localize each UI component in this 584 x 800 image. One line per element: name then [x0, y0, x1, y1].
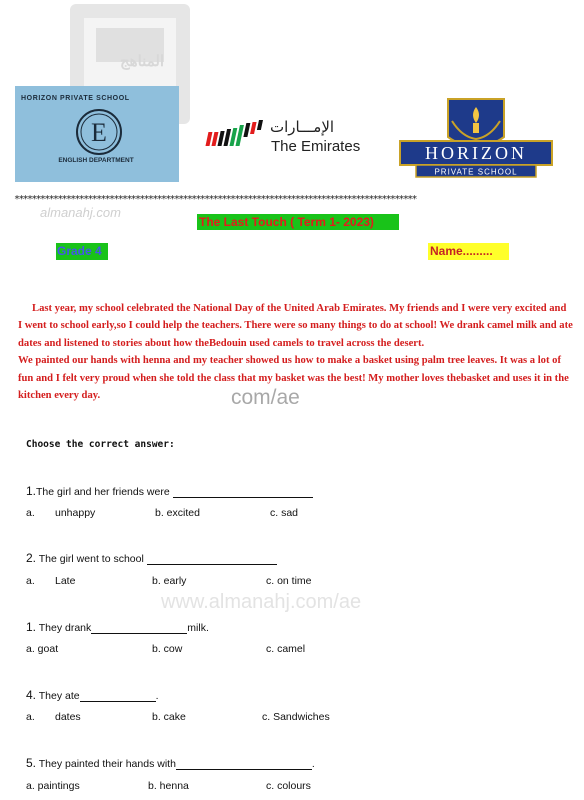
- title-term: ( Term 1- 2023): [286, 215, 374, 229]
- passage-paragraph-2: We painted our hands with henna and my teacher showed us how to make a basket using palm tree leaves. It was a lot of fun and I felt very proud when she told the class that my basket was the best! My mother loves thebasket and uses it in the kitchen every day.: [18, 355, 569, 402]
- answer-blank[interactable]: [91, 633, 187, 634]
- option-c[interactable]: c. on time: [266, 575, 312, 587]
- question-5: [26, 756, 315, 770]
- question-text: The girl went to school: [38, 553, 144, 565]
- option-a[interactable]: a. paintings: [26, 780, 80, 792]
- question-4: [26, 688, 159, 702]
- question-suffix: .: [155, 690, 159, 702]
- option-b[interactable]: b. early: [152, 575, 187, 587]
- question-suffix: .: [311, 758, 315, 770]
- emirates-flag-icon: [203, 120, 273, 150]
- emirates-logo-english: The Emirates: [271, 138, 361, 155]
- answer-blank[interactable]: [80, 701, 156, 702]
- url-watermark: com/ae: [231, 386, 300, 409]
- question-number: 1.: [26, 484, 37, 498]
- emblem-letter: E: [91, 118, 107, 147]
- question-1: [26, 484, 313, 498]
- question-3: [26, 620, 209, 634]
- option-b[interactable]: b. cow: [152, 643, 183, 655]
- option-a[interactable]: a. goat: [26, 643, 59, 655]
- option-b[interactable]: b. cake: [152, 711, 186, 723]
- option-label: a.: [26, 711, 35, 723]
- option-c[interactable]: c. colours: [266, 780, 311, 792]
- question-text: They ate: [38, 690, 80, 702]
- name-label: Name.........: [430, 244, 493, 258]
- option-b[interactable]: b. henna: [148, 780, 189, 792]
- option-b[interactable]: b. excited: [155, 507, 200, 519]
- title-main: The Last Touch: [199, 215, 287, 229]
- grade-label: Grade 4: [57, 244, 102, 258]
- horizon-logo-name: HORIZON: [425, 143, 527, 163]
- answer-blank[interactable]: [147, 564, 277, 565]
- question-number: 1.: [26, 620, 37, 634]
- question-suffix: milk.: [187, 622, 209, 634]
- url-watermark-large: www.almanahj.com/ae: [161, 591, 362, 613]
- question-text: The girl and her friends were: [36, 486, 170, 498]
- school-card-subtitle: ENGLISH DEPARTMENT: [58, 157, 134, 164]
- option-c[interactable]: c. Sandwiches: [262, 711, 330, 723]
- horizon-logo-sub: PRIVATE SCHOOL: [434, 167, 518, 177]
- question-number: 5.: [26, 756, 37, 770]
- option-label: a.: [26, 507, 35, 519]
- option-c[interactable]: c. sad: [270, 507, 299, 519]
- question-text: They drank: [38, 622, 92, 634]
- worksheet-title: [199, 214, 374, 230]
- answer-blank[interactable]: [173, 497, 313, 498]
- option-a[interactable]: dates: [55, 711, 81, 723]
- watermark-arabic: المناهج: [120, 53, 165, 70]
- passage-paragraph-1: Last year, my school celebrated the National Day of the United Arab Emirates. My friends and I were very excited and I went to school early,so I could help the teachers. There were so many things to do at school! We drank camel milk and ate dates and listened to stories about how theBedouin used camels to travel across the desert.: [18, 303, 573, 349]
- question-text: They painted their hands with: [38, 758, 176, 770]
- answer-blank[interactable]: [176, 769, 312, 770]
- asterisk-divider: *********************************************************************************************: [14, 194, 416, 205]
- option-a[interactable]: Late: [55, 575, 76, 587]
- option-a[interactable]: unhappy: [55, 507, 96, 519]
- question-number: 2.: [26, 551, 37, 565]
- school-card-title: HORIZON PRIVATE SCHOOL: [21, 95, 130, 102]
- english-department-emblem: [75, 108, 123, 156]
- emirates-logo-arabic: الإمـــارات: [270, 118, 335, 136]
- option-c[interactable]: c. camel: [266, 643, 306, 655]
- instruction-text: Choose the correct answer:: [26, 439, 175, 450]
- question-number: 4.: [26, 688, 37, 702]
- question-2: [26, 551, 277, 565]
- watermark-site: almanahj.com: [40, 205, 121, 220]
- option-label: a.: [26, 575, 35, 587]
- horizon-school-logo: [396, 97, 556, 179]
